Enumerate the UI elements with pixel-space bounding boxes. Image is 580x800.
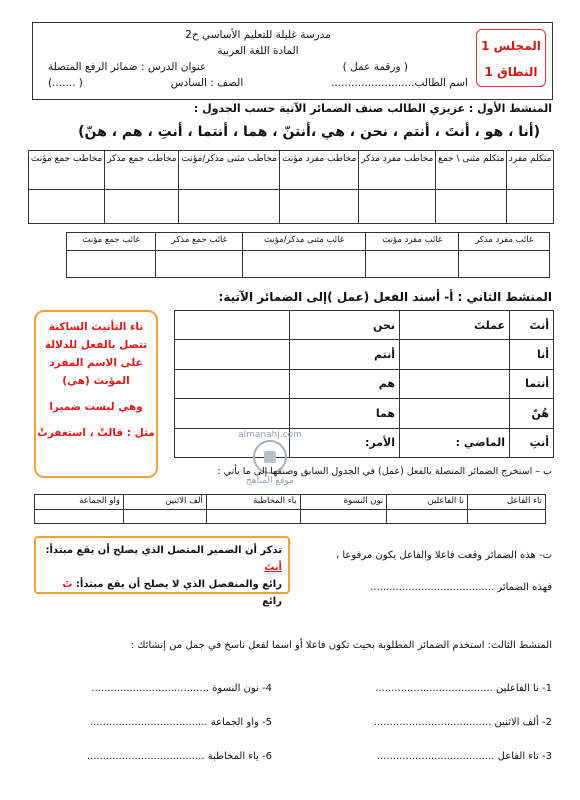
worksheet-label: ( ورقمة عمل ) xyxy=(342,61,408,73)
answer-cell[interactable] xyxy=(29,190,105,224)
note-line: على الاسم المفرد xyxy=(49,357,143,369)
note-line: المؤنث (هي) xyxy=(62,375,130,387)
table-header-cell: مخاطب مفرد مذكر xyxy=(359,151,436,190)
note-line: وهي ليست ضميرا xyxy=(49,401,143,413)
table-row xyxy=(67,251,550,278)
school-name: مدرسة غليلة للتعليم الأساسي ح2 xyxy=(185,29,331,41)
table-header-cell: غائب مفرد مؤنث xyxy=(366,233,459,251)
watermark-url: almanahj.com xyxy=(238,430,302,440)
list-item[interactable]: 5- واو الجماعة ..................................... xyxy=(89,717,272,728)
watermark-name: موقع المناهج xyxy=(246,476,294,486)
lesson-title: عنوان الدرس : ضمائر الرفع المتصلة xyxy=(48,61,207,73)
tense-label-past[interactable]: الماضي : xyxy=(400,428,510,457)
note-line: تاء التأنيث الساكنة xyxy=(48,321,144,333)
answer-cell[interactable] xyxy=(436,190,507,224)
council-label: المجلس 1 xyxy=(481,39,541,53)
list-row xyxy=(32,728,552,762)
answer-cell[interactable] xyxy=(206,509,300,524)
table-header-cell: مخاطب جمع مذكر xyxy=(105,151,179,190)
activity1-title: المنشط الأول : عزيزي الطالب صنف الضمائر الآتية حسب الجدول : xyxy=(193,102,552,115)
table-row xyxy=(35,509,546,524)
answer-cell[interactable] xyxy=(67,251,156,278)
table-row xyxy=(35,495,546,510)
worksheet-lesson-line xyxy=(48,59,468,75)
reminder-text: تذكر أن الضمير المتصل الذي يصلح أن يقع مبتدأ: xyxy=(45,545,282,556)
list-item[interactable]: 2- ألف الاثنين ..................................... xyxy=(373,717,552,728)
activity3-title: المنشط الثالث: استخدم الضمائر المطلوبة بحيث تكون فاعلا أو اسما لفعل ناسخ في جمل من إنشائك : xyxy=(130,640,552,651)
activity3-items xyxy=(32,660,552,762)
answer-cell[interactable] xyxy=(400,369,510,398)
table-header-cell: مخاطب مفرد مؤنث xyxy=(280,151,359,190)
answer-cell[interactable]: عملتَ xyxy=(400,311,510,340)
table-header-cell: واو الجماعة xyxy=(35,495,124,510)
table-row xyxy=(175,399,554,428)
answer-cell[interactable] xyxy=(243,251,366,278)
answer-cell[interactable] xyxy=(280,190,359,224)
answer-cell[interactable] xyxy=(400,399,510,428)
answer-cell[interactable] xyxy=(300,509,387,524)
note-line: تتصل بالفعل للدلالة xyxy=(44,339,148,351)
answer-cell[interactable] xyxy=(175,399,290,428)
reminder-example: تَ xyxy=(62,579,73,590)
answer-cell[interactable] xyxy=(459,251,550,278)
answer-cell[interactable] xyxy=(156,251,243,278)
table-row xyxy=(175,340,554,369)
table-header-cell: ألف الاثنين xyxy=(123,495,206,510)
domain-label: النطاق 1 xyxy=(484,65,538,79)
answer-cell[interactable] xyxy=(175,311,290,340)
list-item[interactable]: 6- ياء المخاطبة ..................................... xyxy=(86,751,272,762)
answer-cell[interactable] xyxy=(366,251,459,278)
classification-table-1 xyxy=(28,150,554,224)
list-item[interactable]: 1- نا الفاعلين ..................................... xyxy=(375,683,552,694)
pronouns-list: (أنا ، هو ، أنتَ ، أنتم ، نحن ، هي ،أنتنّ ، هما ، أنتما ، أنتِ ، هم ، هنّ) xyxy=(78,124,540,140)
answer-cell[interactable] xyxy=(467,509,545,524)
table-header-cell: متكلم مثنى \ جمع xyxy=(436,151,507,190)
subject-name: المادة اللغة العربية xyxy=(217,45,299,57)
activity2-part-c-answer[interactable]: فهذه الضمائر ....................................... xyxy=(370,582,552,593)
section-field[interactable]: ( .......) xyxy=(48,77,83,89)
note-line: مثل : قالتْ ، استغفرتْ xyxy=(37,427,155,439)
table-header-cell: غائب جمع مؤنث xyxy=(67,233,156,251)
reminder-line-2 xyxy=(40,576,282,610)
tense-label-imperative: الأمر: xyxy=(290,428,400,457)
student-line xyxy=(48,75,468,91)
table-header-cell: غائب مثنى مذكر/مؤنث xyxy=(243,233,366,251)
list-row xyxy=(32,694,552,728)
table-header-cell: تاء الفاعل xyxy=(467,495,545,510)
reminder-example: أنتَ xyxy=(264,562,282,573)
table-header-cell: غائب مفرد مذكر xyxy=(459,233,550,251)
classification-table-2 xyxy=(66,232,550,278)
answer-cell[interactable] xyxy=(35,509,124,524)
pronoun-cell: أنا xyxy=(510,340,554,369)
reminder-box xyxy=(34,536,290,607)
answer-cell[interactable] xyxy=(123,509,206,524)
feminine-ta-note xyxy=(34,310,158,478)
activity2-title: المنشط الثاني : أ- أسند الفعل (عمل )إلى الضمائر الآتية: xyxy=(218,290,552,304)
table-row xyxy=(29,190,554,224)
header-box xyxy=(32,22,553,100)
pronoun-cell: هُنّ xyxy=(510,399,554,428)
pronoun-cell: نحن xyxy=(290,311,400,340)
list-item[interactable]: 3- تاء الفاعل ..................................... xyxy=(376,751,552,762)
list-row xyxy=(32,660,552,694)
table-header-cell: غائب جمع مذكر xyxy=(156,233,243,251)
table-header-cell: مخاطب جمع مؤنث xyxy=(29,151,105,190)
reminder-text: رائع xyxy=(262,596,282,607)
pronoun-cell: أنتِ xyxy=(510,428,554,457)
pronoun-type-table xyxy=(34,494,546,524)
pronoun-cell: هما xyxy=(290,399,400,428)
answer-cell[interactable] xyxy=(175,340,290,369)
pronoun-cell: أنتما xyxy=(510,369,554,398)
answer-cell[interactable] xyxy=(179,190,280,224)
answer-cell[interactable] xyxy=(387,509,468,524)
grade-label: الصف : السادس xyxy=(170,77,244,89)
table-header-cell: نا الفاعلين xyxy=(387,495,468,510)
student-name-field[interactable]: اسم الطالب......................... xyxy=(331,77,468,89)
answer-cell[interactable] xyxy=(400,340,510,369)
pronoun-cell: أنتم xyxy=(290,340,400,369)
table-header-cell: متكلم مفرد xyxy=(507,151,554,190)
answer-cell[interactable] xyxy=(175,369,290,398)
pronoun-cell: هم xyxy=(290,369,400,398)
session-domain-badge xyxy=(476,29,546,87)
header-text xyxy=(48,27,468,91)
activity2-part-b: ب – استخرج الضمائر المتصلة بالفعل (عمل) في الجدول السابق وصنفها إلى ما يأتي : xyxy=(217,466,552,477)
reminder-text: رائع والمنفصل الذي لا يصلح أن يقع مبتدأ: xyxy=(72,579,282,590)
answer-cell[interactable] xyxy=(359,190,436,224)
table-header-cell: مخاطب مثنى مذكر/مؤنث xyxy=(179,151,280,190)
pronoun-cell: أنتَ xyxy=(510,311,554,340)
activity2-part-c: ت- هذه الضمائر وقعت فاعلا والفاعل يكون مرفوعا ، xyxy=(335,550,552,561)
table-header-cell: نون النسوة xyxy=(300,495,387,510)
answer-cell[interactable] xyxy=(105,190,179,224)
reminder-line-1 xyxy=(40,542,282,576)
answer-cell[interactable] xyxy=(507,190,554,224)
table-row xyxy=(175,311,554,340)
table-row xyxy=(29,151,554,190)
list-item[interactable]: 4- نون النسوة ..................................... xyxy=(91,683,272,694)
table-row xyxy=(175,369,554,398)
table-header-cell: ياء المخاطبة xyxy=(206,495,300,510)
table-row xyxy=(67,233,550,251)
